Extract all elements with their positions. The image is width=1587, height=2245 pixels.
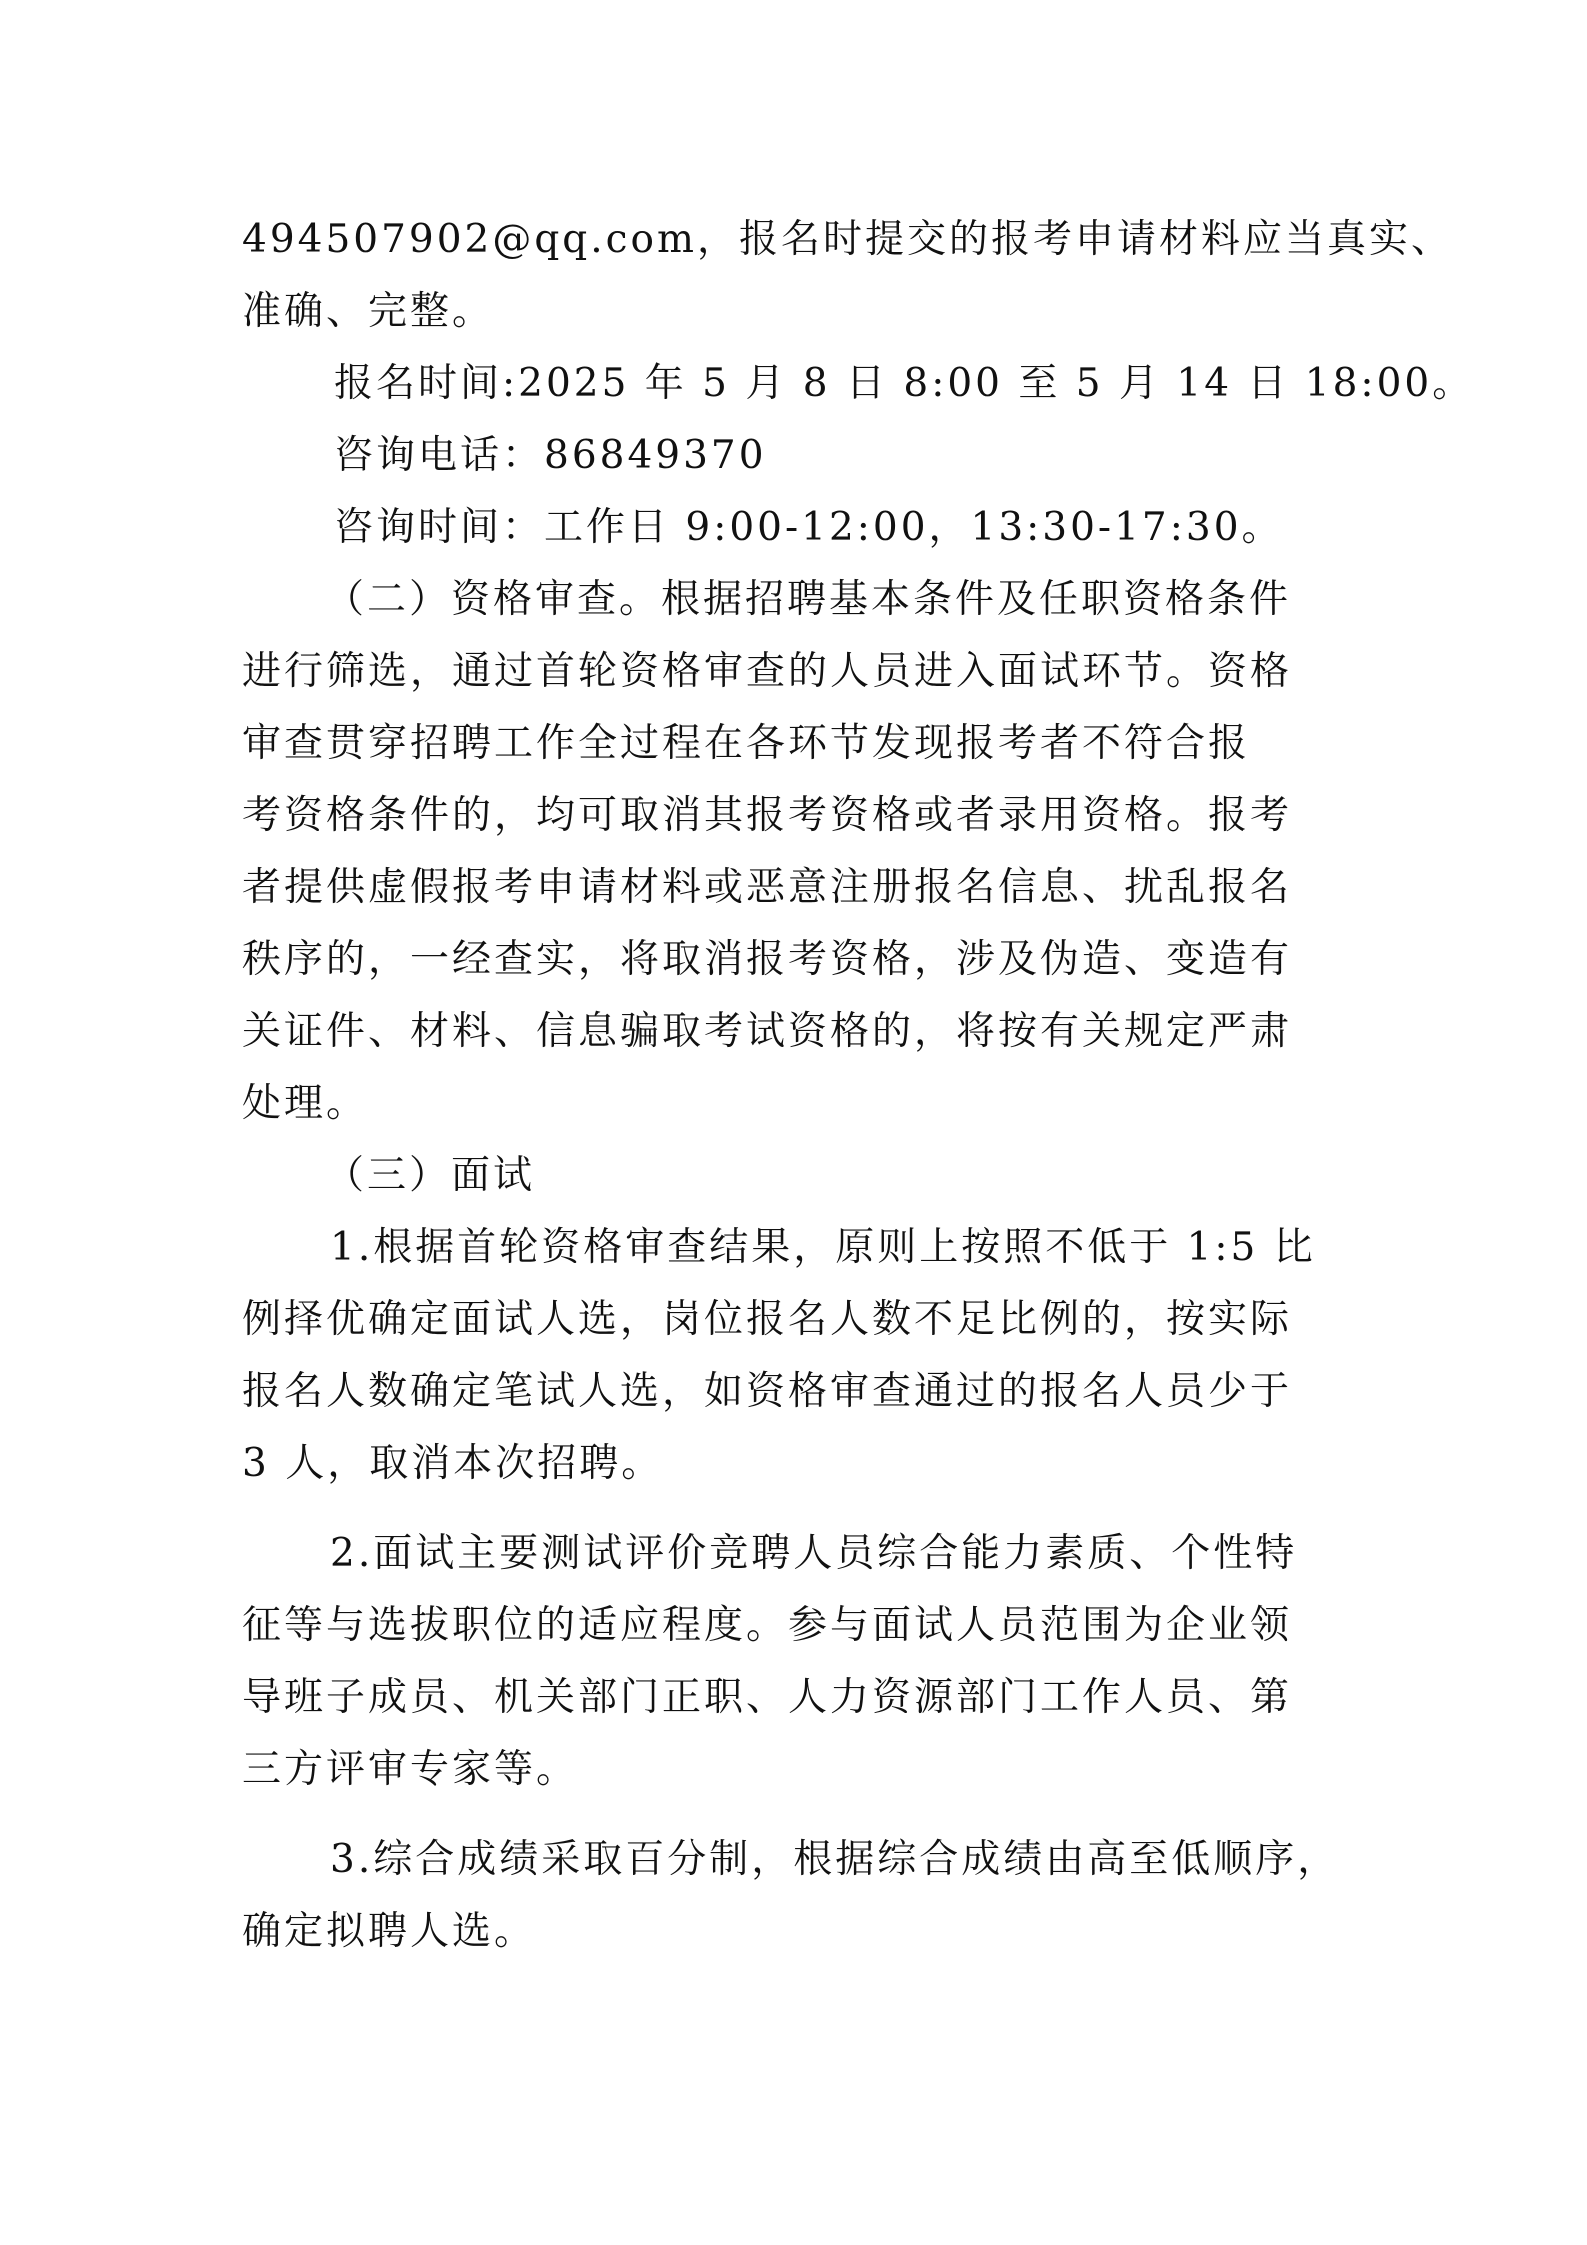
body-text-line: 例择优确定面试人选，岗位报名人数不足比例的，按实际 xyxy=(242,1297,1293,1342)
body-text-line: 三方评审专家等。 xyxy=(242,1747,579,1792)
body-text-line: 3.综合成绩采取百分制，根据综合成绩由高至低顺序， xyxy=(330,1837,1340,1882)
body-text-line: 导班子成员、机关部门正职、人力资源部门工作人员、第 xyxy=(242,1675,1293,1720)
body-text-line: 审查贯穿招聘工作全过程在各环节发现报考者不符合报 xyxy=(242,721,1251,766)
body-text-line: 报名人数确定笔试人选，如资格审查通过的报名人员少于 xyxy=(242,1369,1293,1414)
body-text-line: 者提供虚假报考申请材料或恶意注册报名信息、扰乱报名 xyxy=(242,865,1293,910)
body-text-line: 2.面试主要测试评价竞聘人员综合能力素质、个性特 xyxy=(330,1531,1298,1576)
body-text-line: 关证件、材料、信息骗取考试资格的，将按有关规定严肃 xyxy=(242,1009,1293,1054)
interview-heading: （三）面试 xyxy=(325,1153,536,1198)
registration-time-line: 报名时间:2025 年 5 月 8 日 8:00 至 5 月 14 日 18:00。 xyxy=(334,361,1475,406)
body-text-line: 1.根据首轮资格审查结果，原则上按照不低于 1:5 比 xyxy=(330,1225,1316,1270)
body-text-line: 考资格条件的，均可取消其报考资格或者录用资格。报考 xyxy=(242,793,1293,838)
body-text-line: 494507902@qq.com，报名时提交的报考申请材料应当真实、 xyxy=(242,217,1453,262)
body-text-line: 征等与选拔职位的适应程度。参与面试人员范围为企业领 xyxy=(242,1603,1293,1648)
body-text-line: 确定拟聘人选。 xyxy=(242,1909,537,1954)
consult-hours-line: 咨询时间：工作日 9:00-12:00，13:30-17:30。 xyxy=(334,505,1284,550)
body-text-line: 3 人，取消本次招聘。 xyxy=(242,1441,664,1486)
body-text-line: 进行筛选，通过首轮资格审查的人员进入面试环节。资格 xyxy=(242,649,1293,694)
consult-phone-line: 咨询电话：86849370 xyxy=(334,433,767,478)
qualification-review-heading-line: （二）资格审查。根据招聘基本条件及任职资格条件 xyxy=(325,577,1292,622)
body-text-line: 秩序的，一经查实，将取消报考资格，涉及伪造、变造有 xyxy=(242,937,1293,982)
body-text-line: 准确、完整。 xyxy=(242,289,495,334)
body-text-line: 处理。 xyxy=(242,1081,369,1126)
